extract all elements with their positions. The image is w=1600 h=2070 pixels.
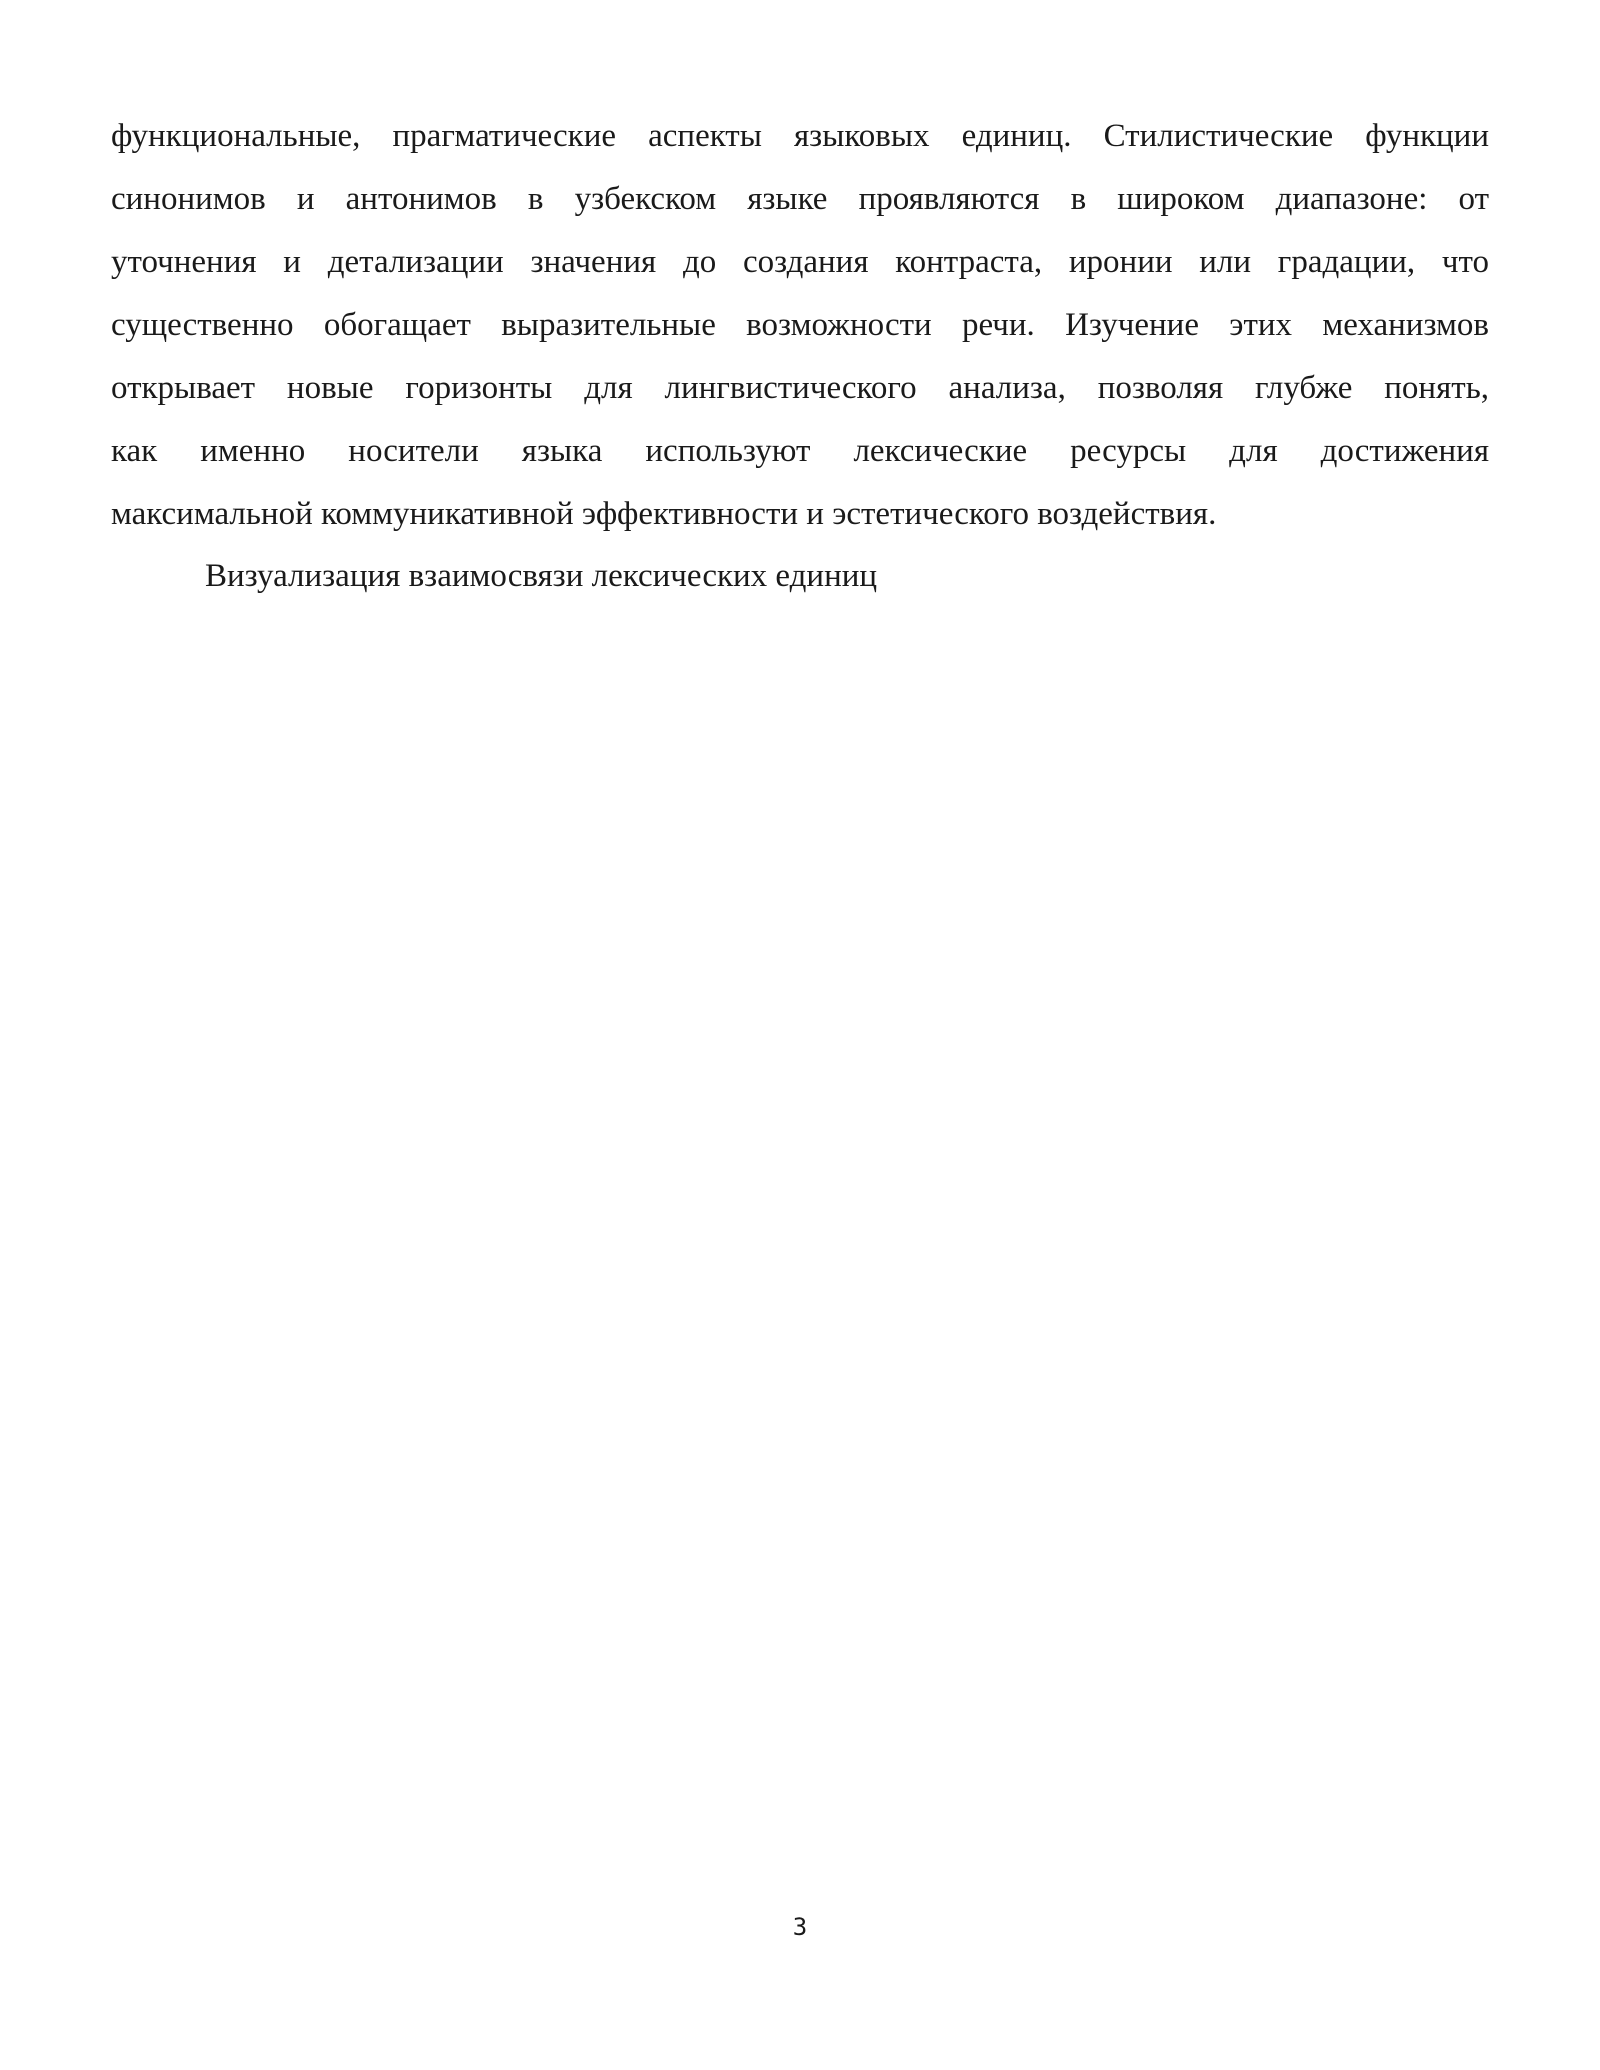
paragraph-line: как именно носители языка используют лексические ресурсы для достижения — [111, 433, 1489, 469]
paragraph-line: существенно обогащает выразительные возможности речи. Изучение этих механизмов — [111, 307, 1489, 343]
paragraph-line: открывает новые горизонты для лингвистического анализа, позволяя глубже понять, — [111, 370, 1489, 406]
figure-caption: Визуализация взаимосвязи лексических единиц — [205, 558, 878, 594]
paragraph-line: максимальной коммуникативной эффективности и эстетического воздействия. — [111, 496, 1217, 532]
page-number: 3 — [792, 1913, 808, 1941]
body-paragraph — [111, 105, 1489, 546]
paragraph-line: синонимов и антонимов в узбекском языке проявляются в широком диапазоне: от — [111, 181, 1489, 217]
paragraph-line: функциональные, прагматические аспекты языковых единиц. Стилистические функции — [111, 118, 1489, 154]
paragraph-line: уточнения и детализации значения до создания контраста, иронии или градации, что — [111, 244, 1489, 280]
